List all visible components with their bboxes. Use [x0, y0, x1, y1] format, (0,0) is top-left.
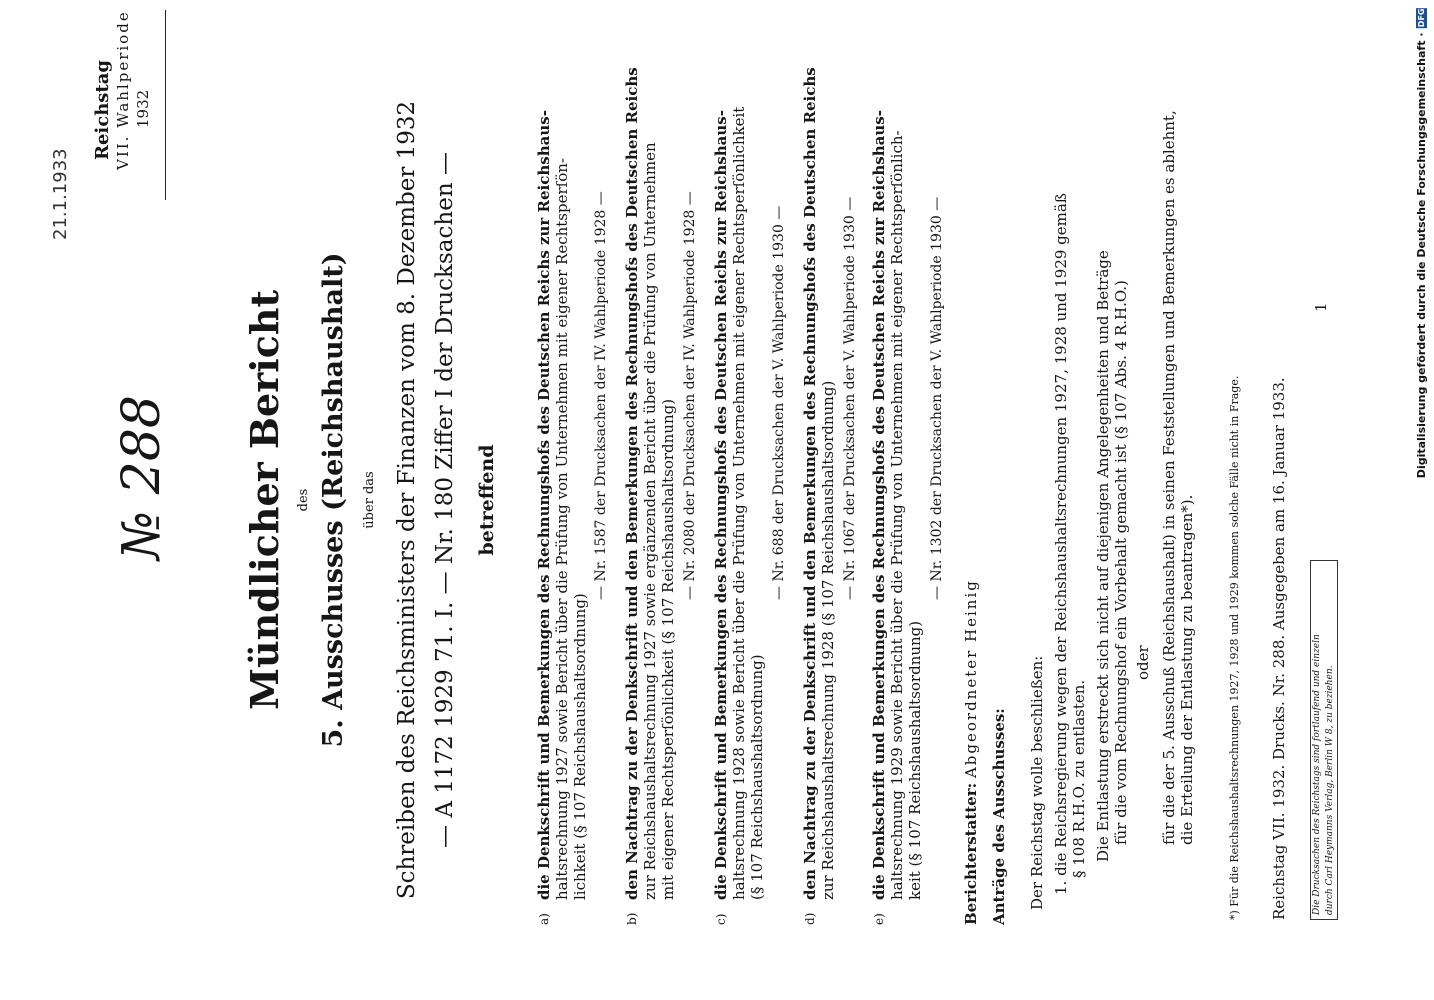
oder-label: oder [1134, 645, 1152, 680]
committee-name: 5. Ausschusses (Reichshaushalt) [318, 252, 349, 748]
header-year: 1932 [134, 89, 152, 128]
page-number: 1 [1312, 302, 1330, 312]
motion-2-a: für die der 5. Ausschuß (Reichshaushalt) in seinen Feststellungen und Bemerkungen es ablehnt, [1160, 110, 1178, 845]
header-rule [165, 10, 166, 200]
header-period: VII. Wahlperiode [114, 10, 132, 170]
motion-2-b: die Erteilung der Entlastung zu beantragen*). [1178, 494, 1196, 845]
motion-note-a: Die Entlastung erstreckt sich nicht auf diejenigen Angelegenheiten und Beträge [1094, 250, 1112, 862]
reporter-line [962, 579, 980, 925]
des-label: des [296, 488, 311, 512]
report-title: Mündlicher Bericht [242, 289, 287, 711]
footnote: *) Für die Reichshaushaltsrechnungen 1927, 1928 und 1929 kommen solche Fälle nicht in Frage. [1228, 375, 1241, 920]
header-parliament: Reichstag [92, 60, 113, 160]
motion-1-a: 1. die Reichsregierung wegen der Reichshaushaltsrechnungen 1927, 1928 und 1929 gemäß [1052, 193, 1070, 895]
digitization-note: Digitalisierung gefördert durch die Deutsche Forschungsgemeinschaft · DFG [1415, 9, 1428, 479]
reporter-name: Abgeordneter Heinig [962, 579, 980, 779]
motion-1-b: § 108 R.H.O. zu entlasten. [1070, 679, 1088, 878]
doc-number: № 288 [112, 395, 172, 560]
dfg-logo: DFG [1417, 9, 1426, 28]
betreffend-label: betreffend [476, 444, 498, 556]
subject-line-2: — A 1172 1929 71. I. — Nr. 180 Ziffer I der Drucksachen — [432, 152, 458, 848]
subject-line-1: Schreiben des Reichsministers der Finanzen vom 8. Dezember 1932 [394, 100, 420, 900]
reporter-label: Berichterstatter: [962, 782, 980, 925]
motions-title: Anträge des Ausschusses: [990, 708, 1008, 925]
stamp-date: 21.1.1933 [50, 148, 71, 240]
publisher-note: Die Drucksachen des Reichstags sind fortlaufend und einzeln durch Carl Heymanns Verlag, Berlin W 8, zu beziehen. [1310, 560, 1338, 920]
motion-note-b: für die vom Rechnungshof ein Vorbehalt gemacht ist (§ 107 Abs. 4 R.H.O.) [1112, 280, 1130, 845]
ueber-das-label: über das [362, 471, 377, 529]
motion-intro: Der Reichstag wolle beschließen: [1028, 655, 1046, 910]
footer-line: Reichstag VII. 1932. Drucks. Nr. 288. Ausgegeben am 16. Januar 1933. [1270, 377, 1288, 920]
document-page: 21.1.1933 Reichstag VII. Wahlperiode 1932 № 288 Mündlicher Bericht des 5. Ausschusses (Reichshaushalt) über das Schreiben des Reichsministers der Finanzen vom 8. Dezember 1932 — A 1172 1929 71. I. — Nr. 180 Ziffer I der Drucksachen — betreffend a) die Denkschrift und Bemerkungen des Rechnungshofs des Deutschen Reichs zur Reichshaus- haltsrechnung 1927 sowie Bericht über die Prüfung von Unternehmen mit eigener Rechtsperſön- lichkeit (§ 107 Reichshaushaltsordnung) — Nr. 1587 der Drucksachen der IV. Wahlperiode 1928 — b) den Nachtrag zu der Denkschrift und den Bemerkungen des Rechnungshofs des Deutschen Reichs zur Reichshaushaltsrechnung 1927 sowie ergänzenden Bericht über die Prüfung von Unternehmen mit eigener Rechtsperſönlichkeit (§ 107 Reichshaushaltsordnung) — Nr. 2080 der Drucksachen der IV. Wahlperiode 1928 — c) die Denkschrift und Bemerkungen des Rechnungshofs des Deutschen Reichs zur Reichshaus- haltsrechnung 1928 sowie Bericht über die Prüfung von Unternehmen mit eigener Rechtsperſönlichkeit (§ 107 Reichshaushaltsordnung) — Nr. 688 der Drucksachen der V. Wahlperiode 1930 — d) den Nachtrag zu der Denkschrift und den Bemerkungen des Rechnungshofs des Deutschen Reichs zur Reichshaushaltsrechnung 1928 (§ 107 Reichshaushaltsordnung) — Nr. 1067 der Drucksachen der V. Wahlperiode 1930 — e) die Denkschrift und Bemerkungen des Rechnungshofs des Deutschen Reichs zur Reichshaus- haltsrechnung 1929 sowie Bericht über die Prüfung von Unternehmen mit eigener Rechtsperſönlich- keit (§ 107 Reichshaushaltsordnung) — Nr. 1302 der Drucksachen der V. Wahlperiode 1930 — Berichterstatter: Abgeordneter Heinig Anträge des Ausschusses: Der Reichstag wolle beschließen: 1. die Reichsregierung wegen der Reichshaushaltsrechnungen 1927, 1928 und 1929 gemäß § 108 R.H.O. zu entlasten. Die Entlastung erstreckt sich nicht auf diejenigen Angelegenheiten und Beträge für die vom Rechnungshof ein Vorbehalt gemacht ist (§ 107 Abs. 4 R.H.O.) oder für die der 5. Ausschuß (Reichshaushalt) in seinen Feststellungen und Bemerkungen es ablehnt, die Erteilung der Entlastung zu beantragen*). *) Für die Reichshaushaltsrechnungen 1927, 1928 und 1929 kommen solche Fälle nicht in Frage. Reichstag VII. 1932. Drucks. Nr. 288. Ausgegeben am 16. Januar 1933. Die Drucksachen des Reichstags sind fortlaufend und einzeln durch Carl Heymanns Verlag, Berlin W 8, zu beziehen. 1 [0, 0, 1434, 1000]
